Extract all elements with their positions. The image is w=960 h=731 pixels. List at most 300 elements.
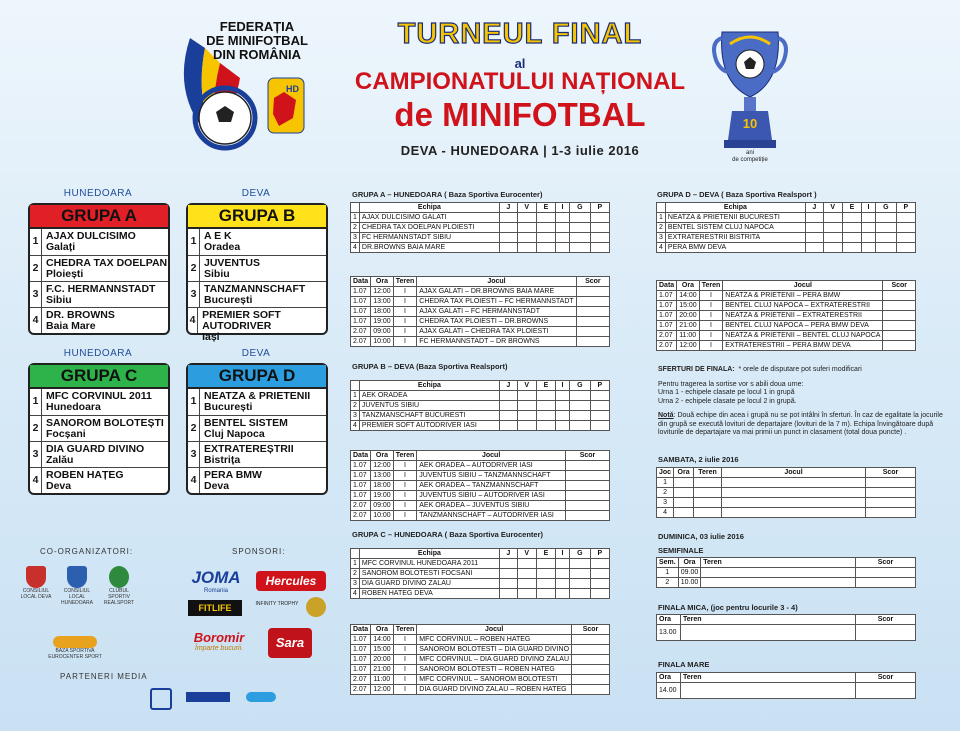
group-team-row <box>188 255 326 281</box>
empty-cell <box>701 578 856 588</box>
empty-cell <box>674 498 694 508</box>
stat-header: I <box>556 549 570 559</box>
match-row <box>351 337 610 347</box>
team-header: Echipa <box>665 203 805 213</box>
team-cell <box>200 256 260 281</box>
coorganizer-eurocenter-label: BAZA SPORTIVA EUROCENTER SPORT <box>48 648 102 660</box>
match-row <box>351 635 610 645</box>
stat-cell <box>536 411 555 421</box>
team-name: TANZMANNSCHAFT <box>204 283 306 295</box>
stat-cell <box>517 411 536 421</box>
stat-cell <box>590 233 609 243</box>
empty-cell <box>701 568 856 578</box>
blank-header <box>351 381 360 391</box>
stat-cell <box>590 589 609 599</box>
standings-row <box>351 559 610 569</box>
stat-cell <box>590 421 609 431</box>
saturday-row <box>657 478 916 488</box>
stat-cell <box>556 391 570 401</box>
stat-cell <box>896 243 915 253</box>
stat-cell <box>499 569 517 579</box>
match-header: Jocul <box>417 625 572 635</box>
small-final-title: FINALA MICA, (joc pentru locurile 3 - 4) <box>658 603 798 612</box>
standings-team: AEK ORADEA <box>359 391 499 401</box>
match-date: 1.07 <box>351 471 371 481</box>
grand-final-header: Scor <box>856 673 916 683</box>
empty-cell <box>856 568 916 578</box>
team-header: Echipa <box>359 549 499 559</box>
match-header: Scor <box>883 281 916 291</box>
grand-final-header: Ora <box>657 673 681 683</box>
match-row <box>657 291 916 301</box>
quarterfinal-note: * orele de disputare pot suferi modificari <box>738 366 862 373</box>
match-date: 2.07 <box>657 341 677 351</box>
empty-cell <box>674 488 694 498</box>
match-time: 12:00 <box>371 461 394 471</box>
empty-cell <box>866 498 916 508</box>
match-date: 1.07 <box>351 307 371 317</box>
match-row <box>351 685 610 695</box>
group-b-matches <box>350 450 610 521</box>
team-seed: 3 <box>188 442 200 467</box>
title-line-2: al <box>514 56 526 71</box>
match-date: 1.07 <box>351 287 371 297</box>
team-cell <box>200 282 305 307</box>
team-cell <box>42 442 144 467</box>
match-header: Scor <box>566 451 610 461</box>
match-date: 2.07 <box>351 511 371 521</box>
team-cell <box>200 229 240 255</box>
group-c-card <box>28 363 170 495</box>
group-b-standings <box>350 380 610 431</box>
match-time: 21:00 <box>677 321 700 331</box>
match-game: EXTRATERESTRII – PERA BMW DEVA <box>723 341 883 351</box>
team-city: Ploiești <box>46 268 84 280</box>
stat-cell <box>569 391 590 401</box>
saturday-header: Teren <box>694 468 722 478</box>
match-score <box>566 481 610 491</box>
stat-cell <box>896 213 915 223</box>
team-cell <box>42 468 124 493</box>
stat-cell <box>556 243 570 253</box>
match-game: MFC CORVINUL – SANOROM BOLOTESTI <box>417 675 572 685</box>
match-date: 2.07 <box>351 337 371 347</box>
realsport-crest-icon <box>109 566 129 588</box>
federation-line-3: DIN ROMÂNIA <box>212 47 302 62</box>
stat-cell <box>862 243 876 253</box>
team-name: SANOROM BOLOTEȘTI <box>46 417 164 429</box>
stat-cell <box>896 223 915 233</box>
sunday-title: DUMINICA, 03 iulie 2016 <box>658 532 744 541</box>
match-time: 18:00 <box>371 481 394 491</box>
standings-team: JUVENTUS SIBIU <box>359 401 499 411</box>
stat-cell <box>556 569 570 579</box>
stat-cell <box>536 589 555 599</box>
stat-cell <box>499 243 517 253</box>
stat-cell <box>569 569 590 579</box>
stat-cell <box>896 233 915 243</box>
standings-row <box>351 243 610 253</box>
team-city: Bistrița <box>204 454 241 466</box>
match-row <box>351 461 610 471</box>
standings-row <box>657 233 916 243</box>
empty-cell <box>694 498 722 508</box>
saturday-header: Jocul <box>722 468 866 478</box>
stat-header: E <box>536 549 555 559</box>
match-date: 2.07 <box>351 685 371 695</box>
media-partner-1-icon <box>150 688 172 710</box>
nota-line-3: loviturile de departajare va mai primii un punct in clasament (total doua puncte) . <box>658 429 907 436</box>
match-header: Teren <box>393 277 417 287</box>
stat-cell <box>517 233 536 243</box>
standings-team: ROBEN HATEG DEVA <box>359 589 499 599</box>
match-header: Data <box>351 625 371 635</box>
row-number: 4 <box>351 589 360 599</box>
match-score <box>883 291 916 301</box>
stat-header: G <box>875 203 896 213</box>
team-name: DIA GUARD DIVINO <box>46 443 145 455</box>
group-team-row <box>188 441 326 467</box>
stat-cell <box>499 213 517 223</box>
standings-row <box>657 243 916 253</box>
team-seed: 1 <box>188 389 200 415</box>
team-seed: 4 <box>188 308 198 333</box>
match-header: Ora <box>371 625 394 635</box>
game-number: 4 <box>657 508 674 518</box>
draw-note-3: Urna 2 - echipele clasate pe locul 2 in grupă. <box>658 397 797 405</box>
stat-cell <box>536 579 555 589</box>
coorganizer-eurocenter <box>40 636 110 660</box>
row-number: 3 <box>351 233 360 243</box>
semifinal-row <box>657 578 916 588</box>
standings-row <box>351 233 610 243</box>
group-a-title: GRUPA A – HUNEDOARA ( Baza Sportiva Eurocenter) <box>352 190 543 199</box>
stat-cell <box>805 233 823 243</box>
saturday-row <box>657 488 916 498</box>
group-d-card <box>186 363 328 495</box>
team-seed: 1 <box>30 389 42 415</box>
group-d-title: GRUPA D – DEVA ( Baza Sportiva Realsport ) <box>657 190 817 199</box>
federation-line-2: DE MINIFOTBAL <box>206 33 308 48</box>
standings-row <box>657 213 916 223</box>
semifinal-time: 09.00 <box>678 568 701 578</box>
match-header: Scor <box>576 277 609 287</box>
match-score <box>883 341 916 351</box>
group-a-header: GRUPA A <box>30 205 168 229</box>
match-game: FC HERMANNSTADT – DR BROWNS <box>417 337 576 347</box>
team-cell <box>42 416 164 441</box>
stat-cell <box>556 559 570 569</box>
group-d-standings <box>656 202 916 253</box>
standings-team: DIA GUARD DIVINO ZALAU <box>359 579 499 589</box>
trophy-caption <box>730 150 770 164</box>
team-cell <box>200 416 288 441</box>
stat-header: E <box>842 203 861 213</box>
semifinal-time: 10.00 <box>678 578 701 588</box>
coorganizer-hunedoara-label: CONSILIUL LOCAL HUNEDOARA <box>61 588 93 606</box>
team-city: Hunedoara <box>46 401 101 413</box>
empty-cell <box>681 683 856 699</box>
match-time: 12:00 <box>677 341 700 351</box>
stat-cell <box>499 233 517 243</box>
stat-cell <box>556 421 570 431</box>
match-score <box>576 287 609 297</box>
team-name: CHEDRA TAX DOELPAN <box>46 257 168 269</box>
stat-cell <box>862 233 876 243</box>
row-number: 2 <box>351 223 360 233</box>
match-field: I <box>393 287 417 297</box>
team-city: Oradea <box>204 241 241 253</box>
match-date: 1.07 <box>351 491 371 501</box>
team-city: Focșani <box>46 428 86 440</box>
team-city: Sibiu <box>204 268 230 280</box>
standings-team: MFC CORVINUL HUNEDOARA 2011 <box>359 559 499 569</box>
match-time: 15:00 <box>677 301 700 311</box>
match-field: I <box>393 501 417 511</box>
match-row <box>351 307 610 317</box>
match-header: Teren <box>393 625 417 635</box>
game-number: 3 <box>657 498 674 508</box>
stat-cell <box>499 391 517 401</box>
stat-cell <box>569 401 590 411</box>
row-number: 4 <box>351 421 360 431</box>
stat-header: G <box>569 203 590 213</box>
team-city: Sibiu <box>46 294 72 306</box>
stat-cell <box>556 213 570 223</box>
match-header: Teren <box>699 281 723 291</box>
standings-team: AJAX DULCISIMO GALATI <box>359 213 499 223</box>
stat-header: V <box>517 381 536 391</box>
team-header: Echipa <box>359 381 499 391</box>
team-city: Deva <box>204 480 230 492</box>
stat-cell <box>875 233 896 243</box>
team-city: Zalău <box>46 454 74 466</box>
coorganizer-hunedoara <box>60 566 94 606</box>
stat-header: E <box>536 381 555 391</box>
match-date: 1.07 <box>351 317 371 327</box>
team-name: PERA BMW <box>204 469 262 481</box>
stat-cell <box>499 589 517 599</box>
match-header: Data <box>657 281 677 291</box>
empty-cell <box>866 488 916 498</box>
stat-cell <box>517 391 536 401</box>
match-game: CHEDRA TAX PLOIESTI – DR.BROWNS <box>417 317 576 327</box>
match-field: I <box>393 655 417 665</box>
blank-header <box>351 549 360 559</box>
sponsor-hercules: Hercules <box>256 571 326 591</box>
match-row <box>657 301 916 311</box>
stat-cell <box>517 569 536 579</box>
stat-cell <box>875 223 896 233</box>
empty-cell <box>856 578 916 588</box>
match-header: Ora <box>677 281 700 291</box>
match-score <box>883 331 916 341</box>
match-score <box>576 317 609 327</box>
stat-cell <box>517 589 536 599</box>
semifinal-row <box>657 568 916 578</box>
sponsor-infinity-trophy: INFINITY TROPHY <box>255 601 299 607</box>
match-game: CHEDRA TAX PLOIESTI – FC HERMANNSTADT <box>417 297 576 307</box>
match-row <box>351 501 610 511</box>
match-score <box>572 645 610 655</box>
stat-cell <box>823 243 842 253</box>
stat-cell <box>805 213 823 223</box>
standings-team: BENTEL SISTEM CLUJ NAPOCA <box>665 223 805 233</box>
empty-cell <box>674 508 694 518</box>
standings-team: EXTRATERESTRII BISTRITA <box>665 233 805 243</box>
team-name: MFC CORVINUL 2011 <box>46 390 152 402</box>
stat-cell <box>569 223 590 233</box>
team-seed: 3 <box>30 442 42 467</box>
saturday-table <box>656 467 916 518</box>
team-city: Deva <box>46 480 72 492</box>
row-number: 4 <box>351 243 360 253</box>
team-seed: 2 <box>188 256 200 281</box>
stat-cell <box>517 401 536 411</box>
small-final-header: Teren <box>681 615 856 625</box>
match-score <box>576 307 609 317</box>
match-score <box>883 301 916 311</box>
stat-cell <box>862 213 876 223</box>
stat-cell <box>499 559 517 569</box>
stat-cell <box>590 579 609 589</box>
stat-header: P <box>590 381 609 391</box>
team-cell <box>200 468 262 493</box>
match-header: Jocul <box>723 281 883 291</box>
sponsor-fitlife: FITLIFE <box>188 600 242 616</box>
group-d-city: DEVA <box>241 348 271 359</box>
grand-final-header: Teren <box>681 673 856 683</box>
trophy-icon <box>710 22 790 167</box>
group-a-standings <box>350 202 610 253</box>
stat-cell <box>556 589 570 599</box>
match-game: NEATZA & PRIETENII – BENTEL CLUJ NAPOCA <box>723 331 883 341</box>
match-date: 1.07 <box>657 301 677 311</box>
empty-cell <box>694 508 722 518</box>
stat-header: G <box>569 549 590 559</box>
match-score <box>576 297 609 307</box>
stat-cell <box>556 233 570 243</box>
match-time: 14:00 <box>677 291 700 301</box>
stat-cell <box>517 559 536 569</box>
match-time: 09:00 <box>371 327 394 337</box>
stat-cell <box>499 223 517 233</box>
match-date: 2.07 <box>351 501 371 511</box>
event-dates: DEVA - HUNEDOARA | 1-3 iulie 2016 <box>400 143 640 158</box>
semifinal-number: 2 <box>657 578 679 588</box>
match-game: AEK ORADEA – AUTODRIVER IASI <box>417 461 566 471</box>
match-time: 19:00 <box>371 491 394 501</box>
team-cell <box>42 308 115 333</box>
standings-row <box>351 411 610 421</box>
coorganizer-realsport-label: CLUBUL SPORTIV REALSPORT <box>103 588 135 606</box>
grand-final-row <box>657 683 916 699</box>
semifinal-header: Ora <box>678 558 701 568</box>
match-row <box>351 297 610 307</box>
match-header-row <box>351 625 610 635</box>
match-score <box>572 665 610 675</box>
match-field: I <box>393 675 417 685</box>
row-number: 2 <box>351 401 360 411</box>
sponsor-joma <box>186 568 246 594</box>
stat-cell <box>569 243 590 253</box>
stat-cell <box>875 213 896 223</box>
stat-cell <box>556 223 570 233</box>
county-badge: HD <box>286 84 299 94</box>
group-team-row <box>30 467 168 493</box>
team-seed: 3 <box>30 282 42 307</box>
team-city: București <box>204 294 253 306</box>
match-row <box>657 321 916 331</box>
nota-line-2: din grupă se execută lovituri de departajare (lovituri de la 7 m). Echipa învingătoare după <box>658 420 934 428</box>
stat-cell <box>536 559 555 569</box>
match-date: 1.07 <box>351 635 371 645</box>
sponsors-label: SPONSORI: <box>232 547 286 556</box>
federation-line-1: FEDERAȚIA <box>219 19 295 34</box>
match-field: I <box>393 645 417 655</box>
group-team-row <box>188 281 326 307</box>
team-city: București <box>204 401 253 413</box>
semifinal-header-row <box>657 558 916 568</box>
group-a-card <box>28 203 170 335</box>
small-final-row <box>657 625 916 641</box>
empty-cell <box>866 478 916 488</box>
stat-cell <box>590 559 609 569</box>
match-game: AJAX GALATI – DR.BROWNS BAIA MARE <box>417 287 576 297</box>
semifinal-header: Sem. <box>657 558 679 568</box>
small-final-header: Ora <box>657 615 681 625</box>
stat-cell <box>569 213 590 223</box>
match-game: NEATZA & PRIETENII – EXTRATERESTRII <box>723 311 883 321</box>
group-b-header: GRUPA B <box>188 205 326 229</box>
group-c-header: GRUPA C <box>30 365 168 389</box>
match-score <box>883 321 916 331</box>
match-field: I <box>699 311 723 321</box>
stat-cell <box>536 223 555 233</box>
team-name: PREMIER SOFT AUTODRIVER <box>202 309 281 332</box>
match-date: 1.07 <box>657 291 677 301</box>
group-c-city: HUNEDOARA <box>63 348 133 359</box>
match-row <box>351 645 610 655</box>
team-cell <box>42 229 136 255</box>
standings-row <box>351 223 610 233</box>
group-c-standings <box>350 548 610 599</box>
team-seed: 1 <box>30 229 42 255</box>
match-game: MFC CORVINUL – ROBEN HATEG <box>417 635 572 645</box>
match-game: TANZMANNSCHAFT – AUTODRIVER IASI <box>417 511 566 521</box>
team-header: Echipa <box>359 203 499 213</box>
empty-cell <box>722 488 866 498</box>
team-name: EXTRATEREȘTRII <box>204 443 294 455</box>
title-line-3: CAMPIONATULUI NAȚIONAL <box>354 68 686 95</box>
grand-final-header-row <box>657 673 916 683</box>
coorganizer-deva-label: CONSILIUL LOCAL DEVA <box>20 588 52 600</box>
match-time: 10:00 <box>371 337 394 347</box>
stat-cell <box>556 411 570 421</box>
stat-cell <box>517 243 536 253</box>
stat-cell <box>823 233 842 243</box>
nota-label: Notă <box>658 412 674 419</box>
match-time: 20:00 <box>371 655 394 665</box>
team-seed: 2 <box>188 416 200 441</box>
group-c-matches <box>350 624 610 695</box>
match-game: SANOROM BOLOTESTI – DIA GUARD DIVINO <box>417 645 572 655</box>
team-name: JUVENTUS <box>204 257 261 269</box>
stat-cell <box>499 579 517 589</box>
match-field: I <box>393 471 417 481</box>
group-team-row <box>188 415 326 441</box>
match-time: 20:00 <box>677 311 700 321</box>
